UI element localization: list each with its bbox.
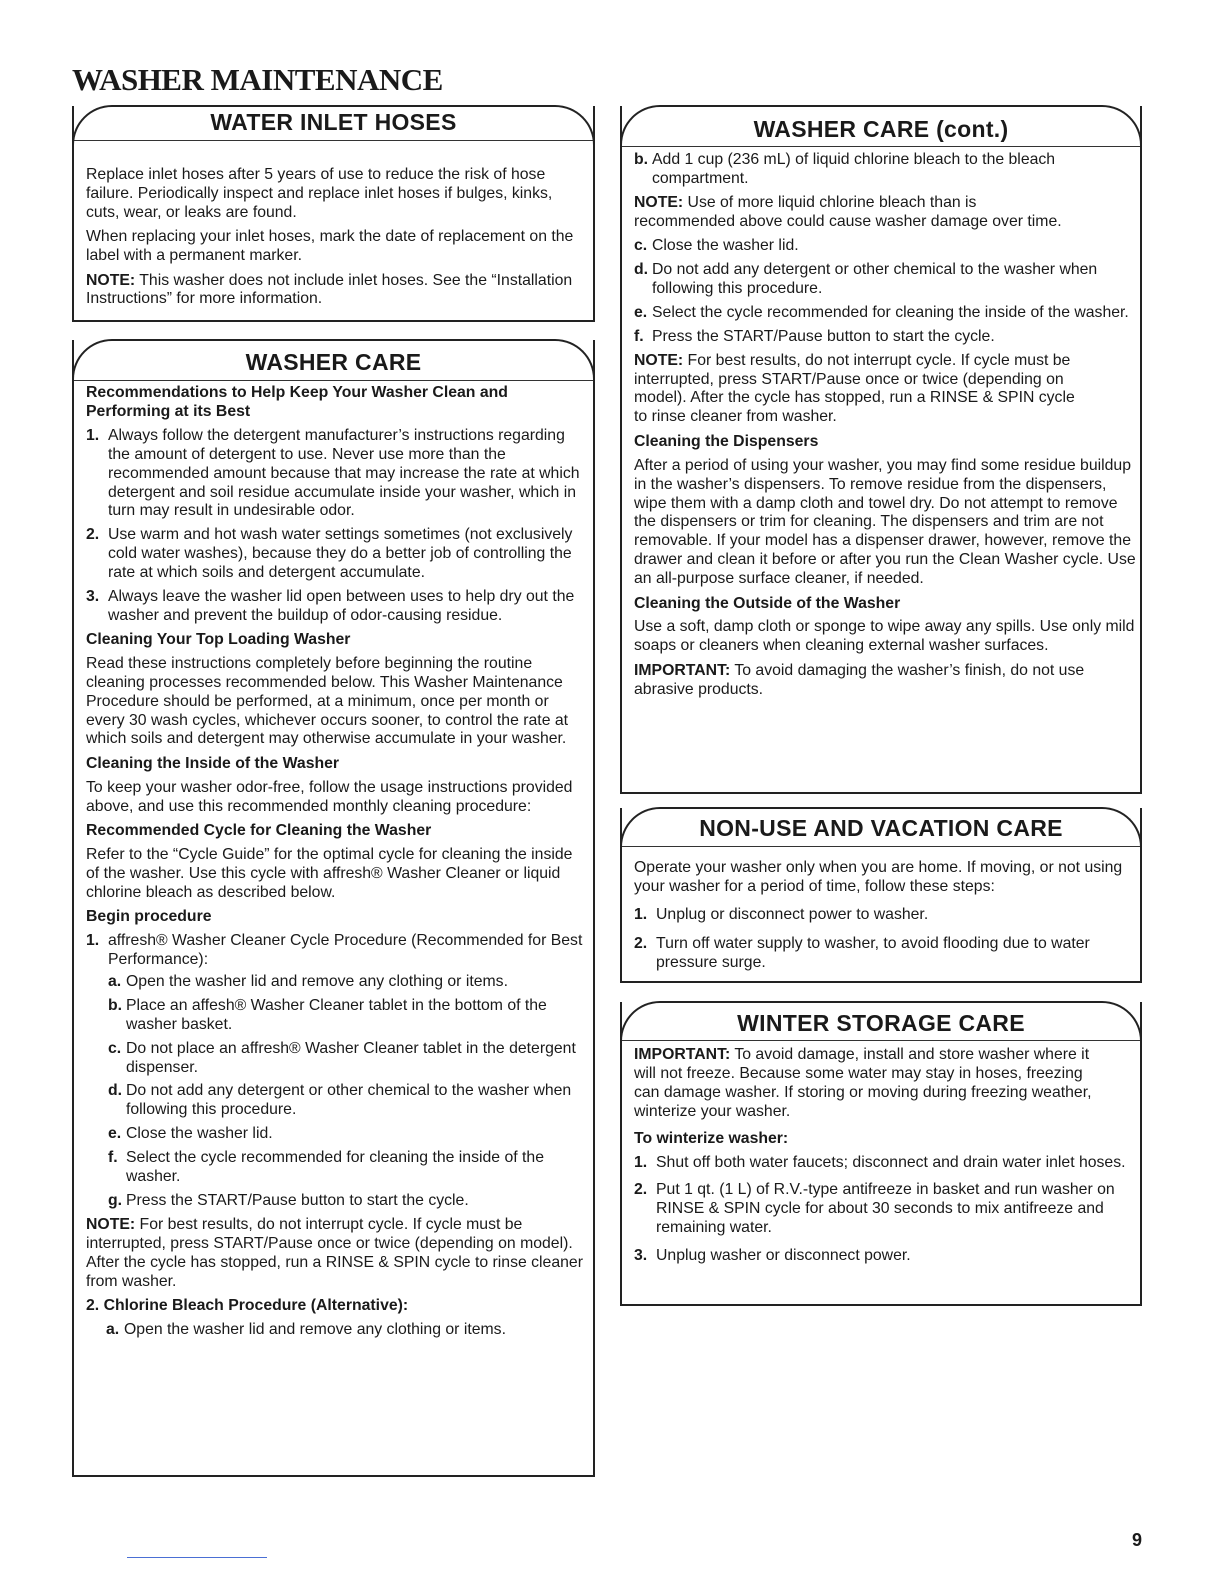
important-note: [634, 1046, 1136, 1122]
step-item: d. Do not add any detergent or other chemical to the washer when following this procedure.: [634, 261, 1098, 297]
page-number: 9: [1131, 1530, 1142, 1550]
winter-storage-panel: [620, 1002, 1142, 1306]
step-item: g. Press the START/Pause button to start the cycle.: [108, 1191, 469, 1209]
inside-heading: Cleaning the Inside of the Washer: [86, 754, 340, 772]
recommendations-list: [86, 427, 589, 626]
winterize-heading: To winterize washer:: [634, 1129, 789, 1147]
bleach-steps-continued: [634, 237, 1138, 347]
step-item: f. Select the cycle recommended for cleaning the inside of the washer.: [108, 1149, 544, 1186]
panel-title: WINTER STORAGE CARE: [737, 1010, 1025, 1036]
note-text: For best results, do not interrupt cycle. If cycle must be interrupted, press START/Pause once or twice (depending on model). After the cycle has stopped, run a RINSE & SPIN cycle to rinse cleaner from washer.: [634, 351, 1075, 426]
top-loading-heading: Cleaning Your Top Loading Washer: [86, 630, 351, 648]
paragraph: Operate your washer only when you are home. If moving, or not using your washer for a period of time, follow these steps:: [634, 859, 1123, 895]
list-item: 3. Always leave the washer lid open between uses to help dry out the washer and prevent the buildup of odor-causing residue.: [86, 588, 575, 624]
note: [634, 352, 1138, 428]
page-title: WASHER MAINTENANCE: [72, 62, 443, 97]
step-item: d. Do not add any detergent or other chemical to the washer when following this procedure.: [108, 1082, 572, 1119]
chlorine-steps: [106, 1321, 589, 1340]
note-text: For best results, do not interrupt cycle. If cycle must be interrupted, press START/Pause once or twice (depending on model). After the cycle has stopped, run a RINSE & SPIN cycle to rinse cleaner from washer.: [86, 1215, 583, 1290]
list-item: 1. affresh® Washer Cleaner Cycle Procedure (Recommended for Best Performance): a. Open the washer lid and remove any clothing or items. b. Place an affesh® Washer Cleaner tablet in the bottom of the washer basket. c. Do not place an affresh® Washer Cleaner tablet in the detergent dispenser. d. Do not add any detergent or other chemical to the washer when following this procedure. e. Close the washer lid. f. Select the cycle recommended for cleaning the inside of the washer. g. Press the START/Pause button to start the cycle.: [86, 932, 589, 1211]
important-text: To avoid damage, install and store washer where it will not freeze. Because some water may stay in hoses, freezing can damage washer. If storing or moving during freezing weather, winterize your washer.: [634, 1046, 1092, 1120]
cycle-heading: Recommended Cycle for Cleaning the Washer: [86, 822, 432, 840]
step-item: a. Open the washer lid and remove any clothing or items.: [108, 972, 508, 990]
winterize-steps: [634, 1154, 1136, 1267]
paragraph: Refer to the “Cycle Guide” for the optimal cycle for cleaning the inside of the washer. Use this cycle with affresh® Washer Cleaner or liquid chlorine bleach as described below.: [86, 845, 573, 901]
list-item: 2. Put 1 qt. (1 L) of R.V.-type antifreeze in basket and run washer on RINSE & SPIN cycle for about 30 seconds to mix antifreeze and remaining water.: [634, 1181, 1115, 1237]
paragraph: To keep your washer odor-free, follow the usage instructions provided above, and use this recommended monthly cleaning procedure:: [86, 778, 573, 815]
note-label: NOTE:: [86, 271, 136, 289]
step-item: e. Close the washer lid.: [108, 1125, 273, 1143]
note: [86, 272, 589, 310]
chlorine-procedure-heading: 2. Chlorine Bleach Procedure (Alternative):: [86, 1296, 409, 1314]
list-item: 1. Always follow the detergent manufacturer’s instructions regarding the amount of detergent to use. Never use more than the recommended amount because that may increase the rate at which detergent and soil residue accumulate inside your washer, which in turn may result in undesirable odor.: [86, 426, 580, 520]
washer-care-cont-panel: [620, 106, 1142, 794]
panel-divider: [622, 146, 1140, 147]
panel-title: WASHER CARE (cont.): [753, 116, 1009, 142]
step-item: b. Place an affesh® Washer Cleaner tablet in the bottom of the washer basket.: [108, 996, 547, 1033]
bleach-steps: [634, 151, 1138, 189]
list-item: 3. Unplug washer or disconnect power.: [634, 1247, 911, 1265]
step-item: a. Open the washer lid and remove any clothing or items.: [106, 1320, 506, 1338]
panel-divider: [622, 846, 1140, 847]
panel-divider: [74, 140, 593, 141]
step-item: c. Close the washer lid.: [634, 237, 799, 255]
note-text: Use of more liquid chlorine bleach than is recommended above could cause washer damage over time.: [634, 193, 1062, 230]
non-use-steps: [634, 906, 1136, 973]
procedure-list: [86, 932, 589, 1211]
step-item: b. Add 1 cup (236 mL) of liquid chlorine bleach to the bleach compartment.: [634, 151, 1056, 187]
note-text: This washer does not include inlet hoses. See the “Installation Instructions” for more information.: [86, 271, 573, 308]
paragraph: Use a soft, damp cloth or sponge to wipe away any spills. Use only mild soaps or cleaners when cleaning external washer surfaces.: [634, 618, 1135, 655]
panel-divider: [74, 380, 593, 381]
list-item: 2. Use warm and hot wash water settings sometimes (not exclusively cold water washes), because they do a better job of controlling the rate at which soils and detergent accumulate.: [86, 526, 573, 582]
important-note: [634, 662, 1138, 700]
important-label: IMPORTANT:: [634, 1046, 731, 1063]
dispensers-heading: Cleaning the Dispensers: [634, 432, 819, 450]
footer-divider: [127, 1557, 267, 1558]
washer-care-panel: [72, 340, 595, 1477]
step-item: f. Press the START/Pause button to start the cycle.: [634, 327, 995, 345]
panel-title: WASHER CARE: [245, 349, 422, 375]
panel-divider: [622, 1040, 1140, 1041]
paragraph: Read these instructions completely before beginning the routine cleaning processes recommended below. This Washer Maintenance Procedure should be performed, at a minimum, once per month or every 30 wash cycles, whichever occurs sooner, to control the rate at which soils and detergent may otherwise accumulate in your washer.: [86, 654, 569, 748]
step-item: c. Do not place an affresh® Washer Cleaner tablet in the detergent dispenser.: [108, 1039, 576, 1076]
important-label: IMPORTANT:: [634, 661, 731, 679]
step-item: e. Select the cycle recommended for cleaning the inside of the washer.: [634, 303, 1129, 321]
non-use-vacation-panel: [620, 808, 1142, 983]
note: [86, 1216, 589, 1292]
procedure-steps: [108, 973, 589, 1211]
list-item: 1. Unplug or disconnect power to washer.: [634, 905, 929, 923]
panel-title: NON-USE AND VACATION CARE: [699, 815, 1063, 841]
list-item: 1. Shut off both water faucets; disconnect and drain water inlet hoses.: [634, 1153, 1126, 1171]
note-label: NOTE:: [634, 351, 684, 369]
list-item: 2. Turn off water supply to washer, to avoid flooding due to water pressure surge.: [634, 934, 1090, 971]
note-label: NOTE:: [634, 193, 684, 211]
note-label: NOTE:: [86, 1215, 136, 1233]
water-inlet-hoses-panel: [72, 106, 595, 322]
outside-heading: Cleaning the Outside of the Washer: [634, 594, 901, 612]
panel-title: WATER INLET HOSES: [210, 109, 457, 135]
paragraph: Replace inlet hoses after 5 years of use to reduce the risk of hose failure. Periodically inspect and replace inlet hoses if bulges, kinks, cuts, wear, or leaks are found.: [86, 166, 553, 221]
paragraph: After a period of using your washer, you may find some residue buildup in the washer’s dispensers. To remove residue from the dispensers, wipe them with a damp cloth and towel dry. Do not attempt to remove the dispensers or trim for cleaning. The dispensers and trim are not removable. If your model has a dispenser drawer, however, remove the drawer and clean it before or after you run the Clean Washer cycle. Use an all-purpose surface cleaner, if needed.: [634, 456, 1136, 588]
paragraph: When replacing your inlet hoses, mark the date of replacement on the label with a permanent marker.: [86, 228, 574, 265]
important-text: To avoid damaging the washer’s finish, do not use abrasive products.: [634, 661, 1085, 698]
recommendations-heading: Recommendations to Help Keep Your Washer Clean and Performing at its Best: [86, 384, 508, 420]
note: [634, 194, 1138, 232]
begin-heading: Begin procedure: [86, 908, 212, 926]
